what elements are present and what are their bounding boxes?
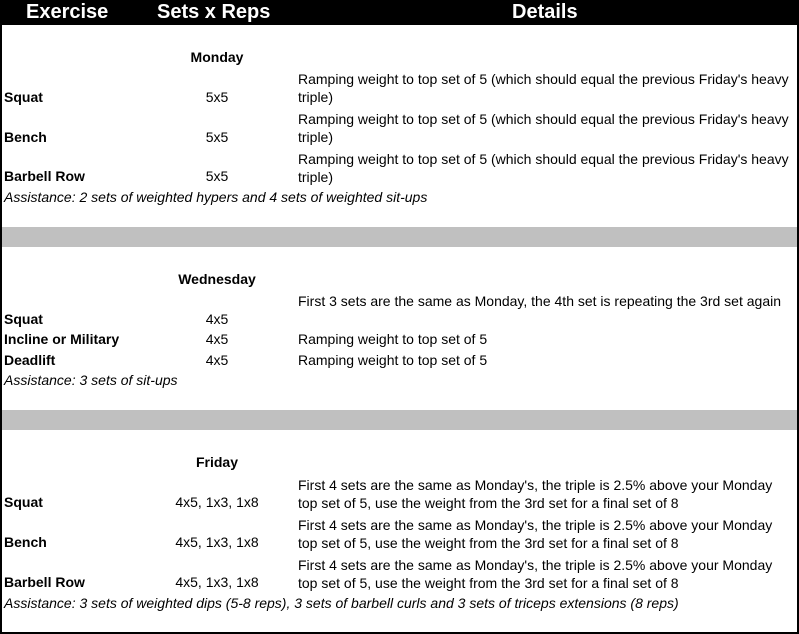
row-details: Ramping weight to top set of 5 (which should equal the previous Friday's heavy triple) — [298, 111, 789, 145]
row-details: First 4 sets are the same as Monday's, the triple is 2.5% above your Monday top set of 5, use the weight from the 3rd set for a final set of 8 — [298, 517, 773, 551]
row-details: Ramping weight to top set of 5 (which should equal the previous Friday's heavy triple) — [298, 151, 789, 185]
row-sets-reps: 5x5 — [205, 129, 229, 145]
row-exercise: Squat — [4, 89, 43, 105]
day-title-monday: Monday — [190, 49, 244, 65]
row-sets-reps: 5x5 — [205, 89, 229, 105]
header-details: Details — [512, 1, 578, 23]
row-details: Ramping weight to top set of 5 — [298, 331, 488, 347]
assistance-note-friday: Assistance: 3 sets of weighted dips (5-8 reps), 3 sets of barbell curls and 3 sets of triceps extensions (8 reps) — [4, 595, 679, 611]
day-title-wednesday: Wednesday — [178, 271, 256, 287]
row-exercise: Barbell Row — [4, 574, 85, 590]
left-border — [0, 25, 2, 634]
row-exercise: Deadlift — [4, 352, 56, 368]
row-sets-reps: 4x5 — [205, 331, 229, 347]
row-sets-reps: 4x5, 1x3, 1x8 — [175, 574, 259, 590]
header-sets-reps: Sets x Reps — [157, 1, 271, 23]
separator-band — [2, 410, 797, 430]
row-exercise: Incline or Military — [4, 331, 120, 347]
row-sets-reps: 5x5 — [205, 168, 229, 184]
row-details: Ramping weight to top set of 5 — [298, 352, 488, 368]
row-details: First 3 sets are the same as Monday, the 4th set is repeating the 3rd set again — [298, 293, 781, 309]
header-row — [0, 0, 799, 25]
row-details: First 4 sets are the same as Monday's, the triple is 2.5% above your Monday top set of 5, use the weight from the 3rd set for a final set of 8 — [298, 477, 773, 511]
day-title-friday: Friday — [195, 454, 238, 470]
row-sets-reps: 4x5 — [205, 352, 229, 368]
assistance-note-monday: Assistance: 2 sets of weighted hypers and 4 sets of weighted sit-ups — [4, 189, 428, 205]
row-exercise: Bench — [4, 534, 47, 550]
row-sets-reps: 4x5, 1x3, 1x8 — [175, 494, 259, 510]
row-exercise: Bench — [4, 129, 47, 145]
row-sets-reps: 4x5 — [205, 311, 229, 327]
row-details: Ramping weight to top set of 5 (which should equal the previous Friday's heavy triple) — [298, 71, 789, 105]
row-details: First 4 sets are the same as Monday's, the triple is 2.5% above your Monday top set of 5, use the weight from the 3rd set for a final set of 8 — [298, 557, 773, 591]
separator-band — [2, 227, 797, 247]
header-exercise: Exercise — [26, 1, 109, 23]
assistance-note-wednesday: Assistance: 3 sets of sit-ups — [4, 372, 178, 388]
row-exercise: Barbell Row — [4, 168, 85, 184]
row-exercise: Squat — [4, 494, 43, 510]
row-sets-reps: 4x5, 1x3, 1x8 — [175, 534, 259, 550]
row-exercise: Squat — [4, 311, 43, 327]
